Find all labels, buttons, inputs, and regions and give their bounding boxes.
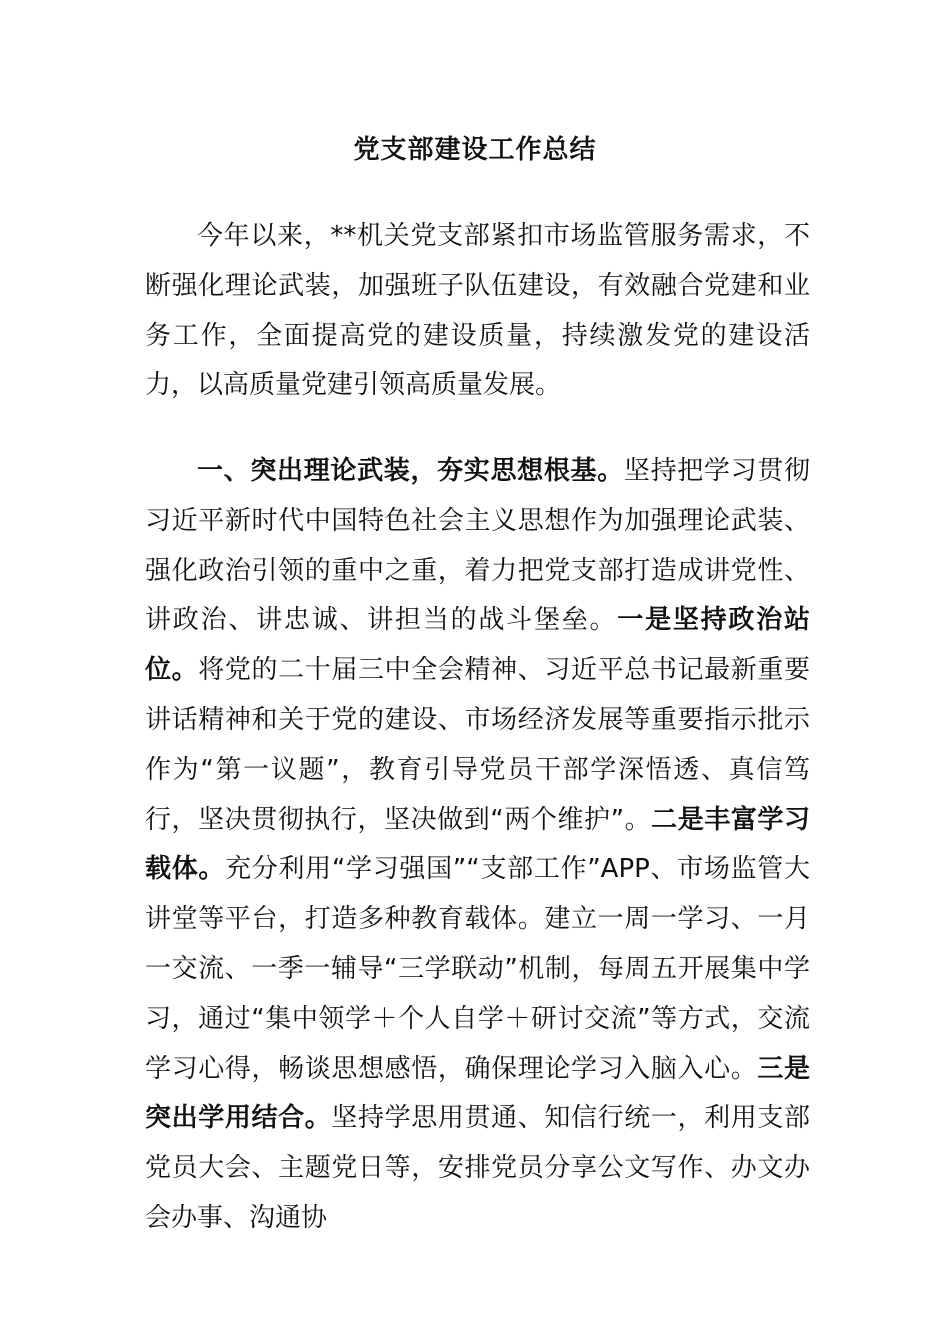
section-1-paragraph [145,447,810,1244]
point-1-title: 一是坚持政治站位。 [145,605,810,686]
section-1-heading: 一、突出理论武装，夯实思想根基。 [197,456,624,486]
point-3-text: 坚持学思用贯通、知信行统一，利用支部党员大会、主题党日等，安排党员分享公文写作、办文办会办事、沟通协 [145,1103,810,1233]
intro-paragraph: 今年以来，**机关党支部紧扣市场监管服务需求，不断强化理论武装，加强班子队伍建设，有效融合党建和业务工作，全面提高党的建设质量，持续激发党的建设活力，以高质量党建引领高质量发展。 [145,221,810,401]
point-2-title: 二是丰富学习载体。 [145,804,810,885]
point-1-text: 将党的二十届三中全会精神、习近平总书记最新重要讲话精神和关于党的建设、市场经济发展等重要指示批示作为“第一议题”，教育引导党员干部学深悟透、真信笃行，坚决贯彻执行，坚决做到“两个维护”。 [145,655,810,835]
point-3-title: 三是突出学用结合。 [145,1053,810,1134]
document-title: 党支部建设工作总结 [353,135,597,165]
point-2-text: 充分利用“学习强国”“支部工作”APP、市场监管大讲堂等平台，打造多种教育载体。建立一周一学习、一月一交流、一季一辅导“三学联动”机制，每周五开展集中学习，通过“集中领学＋个人自学＋研讨交流”等方式，交流学习心得，畅谈思想感悟，确保理论学习入脑入心。 [145,854,810,1084]
section-1-text: 坚持把学习贯彻习近平新时代中国特色社会主义思想作为加强理论武装、强化政治引领的重中之重，着力把党支部打造成讲党性、讲政治、讲忠诚、讲担当的战斗堡垒。 [145,456,810,636]
